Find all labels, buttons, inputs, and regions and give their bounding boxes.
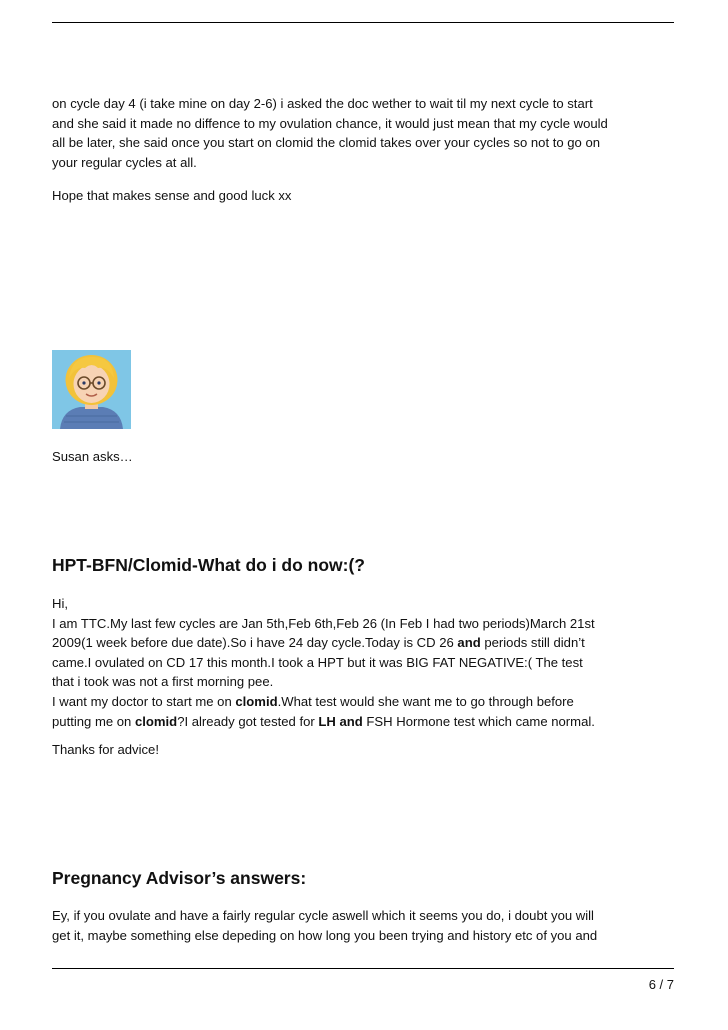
text-line: on cycle day 4 (i take mine on day 2-6) i asked the doc wether to wait til my next cycle to start bbox=[52, 96, 593, 111]
text-line: get it, maybe something else depeding on how long you been trying and history etc of you and bbox=[52, 927, 598, 943]
text-line: all be later, she said once you start on clomid the clomid takes over your cycles so not to go on bbox=[52, 135, 601, 151]
question-thanks: Thanks for advice! bbox=[52, 742, 159, 757]
text-line: that i took was not a first morning pee. bbox=[52, 674, 274, 690]
keyword-highlight: clomid bbox=[235, 693, 278, 709]
text-line: came.I ovulated on CD 17 this month.I took a HPT but it was BIG FAT NEGATIVE:( The test bbox=[52, 654, 583, 670]
text-fragment: putting me on bbox=[52, 713, 135, 729]
answer-body bbox=[52, 906, 682, 945]
text-fragment: periods still didn’t bbox=[480, 635, 585, 651]
text-line bbox=[52, 633, 682, 653]
page-number: 6 / 7 bbox=[648, 977, 674, 992]
text-line: Ey, if you ovulate and have a fairly regular cycle aswell which it seems you do, i doubt you will bbox=[52, 908, 594, 923]
answers-title: Pregnancy Advisor’s answers: bbox=[52, 868, 307, 888]
answer-continuation bbox=[52, 94, 682, 172]
text-line: I am TTC.My last few cycles are Jan 5th,Feb 6th,Feb 26 (In Feb I had two periods)March 21st bbox=[52, 615, 595, 631]
text-line: Hi, bbox=[52, 596, 69, 611]
text-fragment: 2009(1 week before due date).So i have 24 day cycle.Today is CD 26 bbox=[52, 635, 458, 651]
text-line: your regular cycles at all. bbox=[52, 154, 197, 170]
asker-label: Susan asks… bbox=[52, 449, 133, 464]
keyword-highlight: LH and bbox=[318, 713, 363, 729]
keyword-highlight: clomid bbox=[134, 713, 178, 729]
question-body bbox=[52, 594, 682, 731]
text-fragment: I want my doctor to start me on bbox=[52, 693, 236, 709]
question-title: HPT-BFN/Clomid-What do i do now:(? bbox=[52, 555, 365, 575]
text-fragment: FSH Hormone test which came normal. bbox=[362, 713, 595, 729]
text-fragment: .What test would she want me to go through before bbox=[277, 693, 574, 709]
user-avatar bbox=[52, 350, 131, 429]
keyword-highlight: and bbox=[457, 635, 481, 651]
footer-rule bbox=[52, 968, 674, 969]
text-line bbox=[52, 712, 682, 732]
text-fragment: ?I already got tested for bbox=[177, 713, 319, 729]
closing-line: Hope that makes sense and good luck xx bbox=[52, 188, 292, 203]
header-rule bbox=[52, 22, 674, 23]
text-line: and she said it made no diffence to my ovulation chance, it would just mean that my cycle would bbox=[52, 115, 608, 131]
text-line bbox=[52, 692, 682, 712]
